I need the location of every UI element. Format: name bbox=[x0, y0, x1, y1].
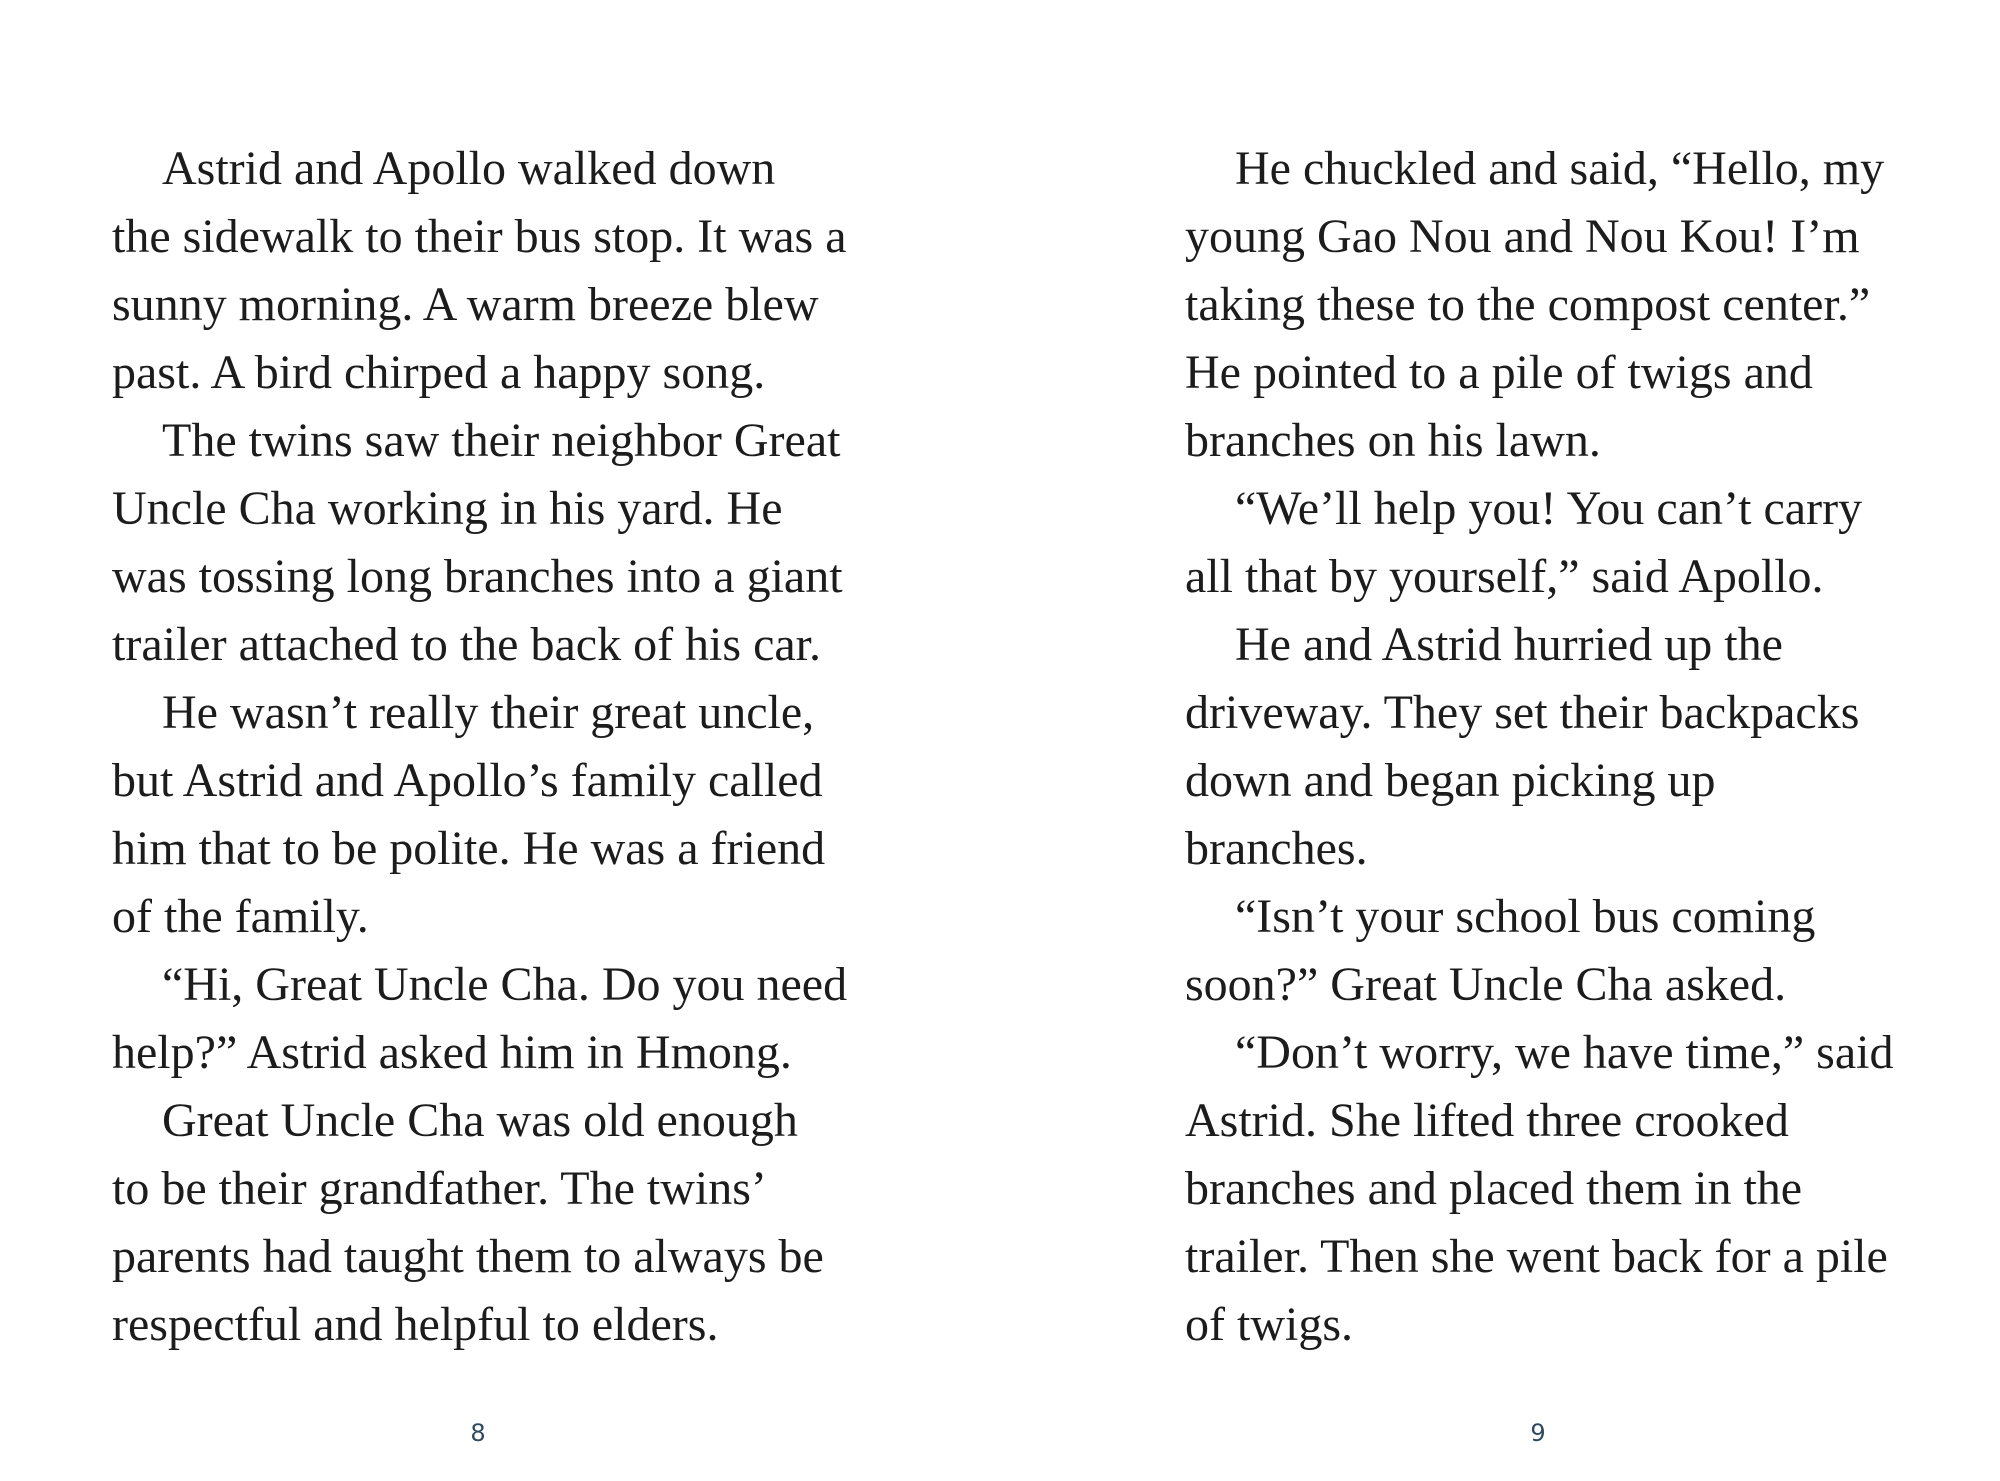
text-line: driveway. They set their backpacks bbox=[1185, 686, 1860, 739]
text-line: Great Uncle Cha was old enough bbox=[162, 1094, 798, 1147]
text-line: past. A bird chirped a happy song. bbox=[112, 346, 766, 399]
text-line: sunny morning. A warm breeze blew bbox=[112, 278, 819, 331]
text-line: him that to be polite. He was a friend bbox=[112, 822, 826, 875]
text-line: taking these to the compost center.” bbox=[1185, 278, 1871, 331]
text-line: of twigs. bbox=[1185, 1298, 1353, 1351]
text-line: the sidewalk to their bus stop. It was a bbox=[112, 210, 847, 263]
text-line: Uncle Cha working in his yard. He bbox=[112, 482, 783, 535]
text-line: to be their grandfather. The twins’ bbox=[112, 1162, 767, 1215]
text-line: down and began picking up bbox=[1185, 754, 1716, 807]
page-number: 8 bbox=[470, 1419, 486, 1447]
text-line: “Don’t worry, we have time,” said bbox=[1235, 1026, 1894, 1079]
text-line: help?” Astrid asked him in Hmong. bbox=[112, 1026, 792, 1079]
text-line: soon?” Great Uncle Cha asked. bbox=[1185, 958, 1787, 1011]
text-line: all that by yourself,” said Apollo. bbox=[1185, 550, 1824, 603]
text-line: parents had taught them to always be bbox=[112, 1230, 824, 1283]
text-line: Astrid and Apollo walked down bbox=[162, 142, 776, 195]
right-page bbox=[1000, 0, 2000, 1481]
text-line: “Isn’t your school bus coming bbox=[1235, 890, 1816, 943]
text-line: “Hi, Great Uncle Cha. Do you need bbox=[162, 958, 848, 1011]
text-line: trailer. Then she went back for a pile bbox=[1185, 1230, 1888, 1283]
text-line: He pointed to a pile of twigs and bbox=[1185, 346, 1813, 399]
text-line: He chuckled and said, “Hello, my bbox=[1235, 142, 1885, 195]
text-line: respectful and helpful to elders. bbox=[112, 1298, 719, 1351]
text-line: He wasn’t really their great uncle, bbox=[162, 686, 815, 739]
text-line: was tossing long branches into a giant bbox=[112, 550, 843, 603]
text-line: “We’ll help you! You can’t carry bbox=[1235, 482, 1863, 535]
left-page-text bbox=[112, 135, 872, 1359]
text-line: branches on his lawn. bbox=[1185, 414, 1601, 467]
text-line: trailer attached to the back of his car. bbox=[112, 618, 822, 671]
text-line: young Gao Nou and Nou Kou! I’m bbox=[1185, 210, 1860, 263]
text-line: Astrid. She lifted three crooked bbox=[1185, 1094, 1789, 1147]
right-page-text bbox=[1185, 135, 1945, 1359]
text-line: branches and placed them in the bbox=[1185, 1162, 1803, 1215]
page-number: 9 bbox=[1530, 1419, 1546, 1447]
text-line: branches. bbox=[1185, 822, 1368, 875]
text-line: but Astrid and Apollo’s family called bbox=[112, 754, 823, 807]
text-line: of the family. bbox=[112, 890, 369, 943]
text-line: He and Astrid hurried up the bbox=[1235, 618, 1783, 671]
text-line: The twins saw their neighbor Great bbox=[162, 414, 841, 467]
